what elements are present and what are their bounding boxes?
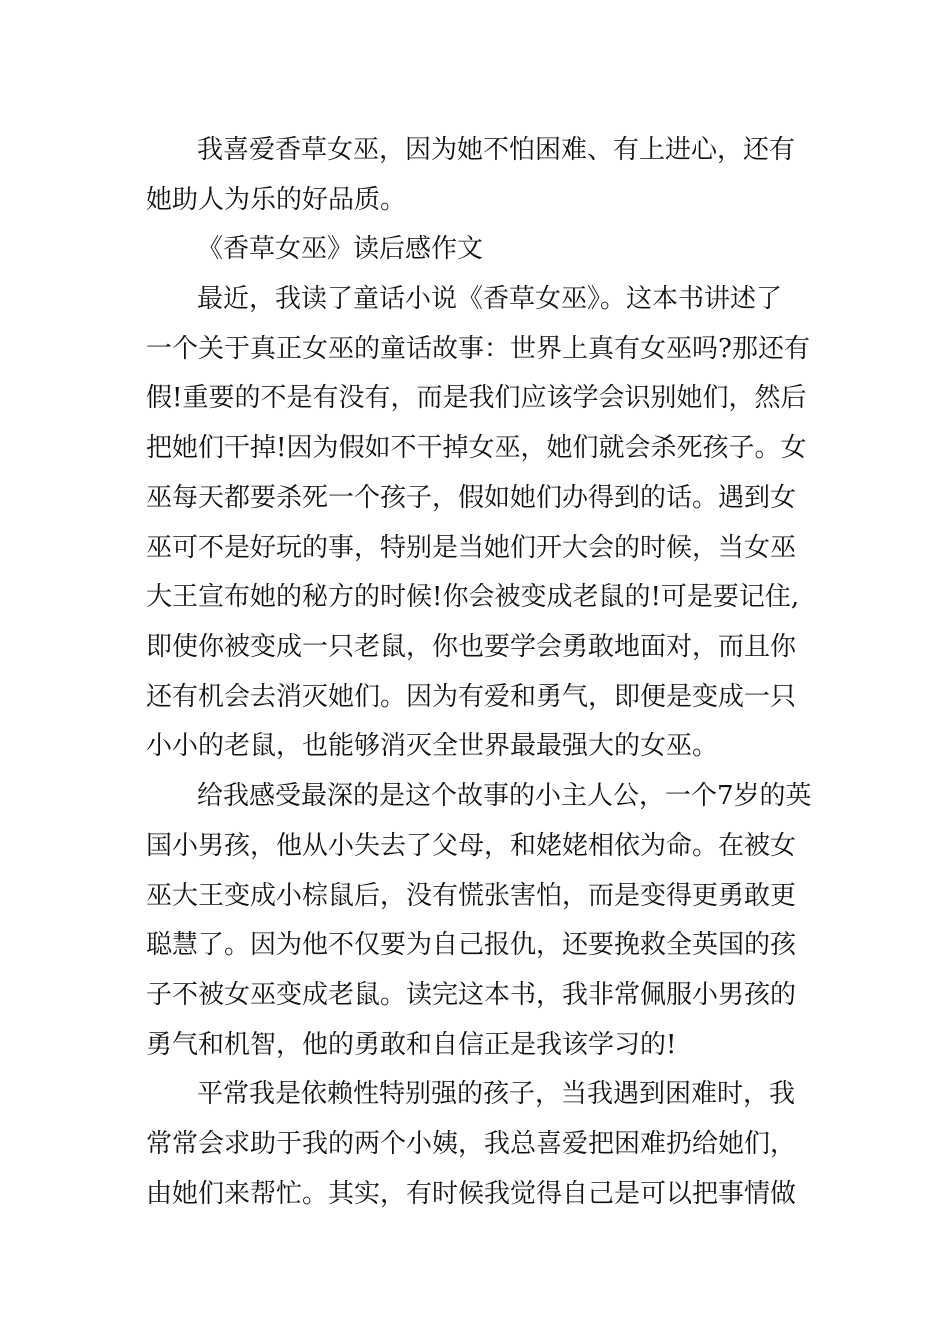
text-line: 假!重要的不是有没有，而是我们应该学会识别她们，然后 — [146, 383, 807, 413]
text-line: 巫可不是好玩的事，特别是当她们开大会的时候，当女巫 — [146, 533, 797, 563]
text-line: 小小的老鼠，也能够消灭全世界最最强大的女巫。 — [146, 731, 719, 761]
text-line: 还有机会去消灭她们。因为有爱和勇气，即便是变成一只 — [146, 682, 797, 712]
text-line: 平常我是依赖性特别强的孩子，当我遇到困难时，我 — [197, 1079, 796, 1109]
text-line: 最近，我读了童话小说《香草女巫》。这本书讲述了 — [197, 284, 783, 314]
text-line: 勇气和机智，他的勇敢和自信正是我该学习的! — [146, 1030, 677, 1060]
text-line: 常常会求助于我的两个小姨，我总喜爱把困难扔给她们， — [146, 1129, 797, 1159]
text-line: 子不被女巫变成老鼠。读完这本书，我非常佩服小男孩的 — [146, 980, 797, 1010]
text-line: 巫每天都要杀死一个孩子，假如她们办得到的话。遇到女 — [146, 483, 797, 513]
text-line: 一个关于真正女巫的童话故事：世界上真有女巫吗?那还有 — [146, 334, 810, 364]
text-line: 把她们干掉!因为假如不干掉女巫，她们就会杀死孩子。女 — [146, 433, 807, 463]
text-line: 我喜爱香草女巫，因为她不怕困难、有上进心，还有 — [197, 135, 796, 165]
text-line: 大王宣布她的秘方的时候!你会被变成老鼠的!可是要记住, — [146, 582, 800, 612]
text-line: 即使你被变成一只老鼠，你也要学会勇敢地面对，而且你 — [146, 632, 797, 662]
text-line: 给我感受最深的是这个故事的小主人公，一个7岁的英 — [197, 781, 812, 811]
text-line: 她助人为乐的好品质。 — [146, 185, 407, 215]
text-line: 巫大王变成小棕鼠后，没有慌张害怕，而是变得更勇敢更 — [146, 881, 797, 911]
text-line: 国小男孩，他从小失去了父母，和姥姥相依为命。在被女 — [146, 831, 797, 861]
text-line: 由她们来帮忙。其实，有时候我觉得自己是可以把事情做 — [146, 1179, 797, 1209]
section-heading: 《香草女巫》读后感作文 — [197, 234, 484, 264]
text-line: 聪慧了。因为他不仅要为自己报仇，还要挽救全英国的孩 — [146, 930, 797, 960]
